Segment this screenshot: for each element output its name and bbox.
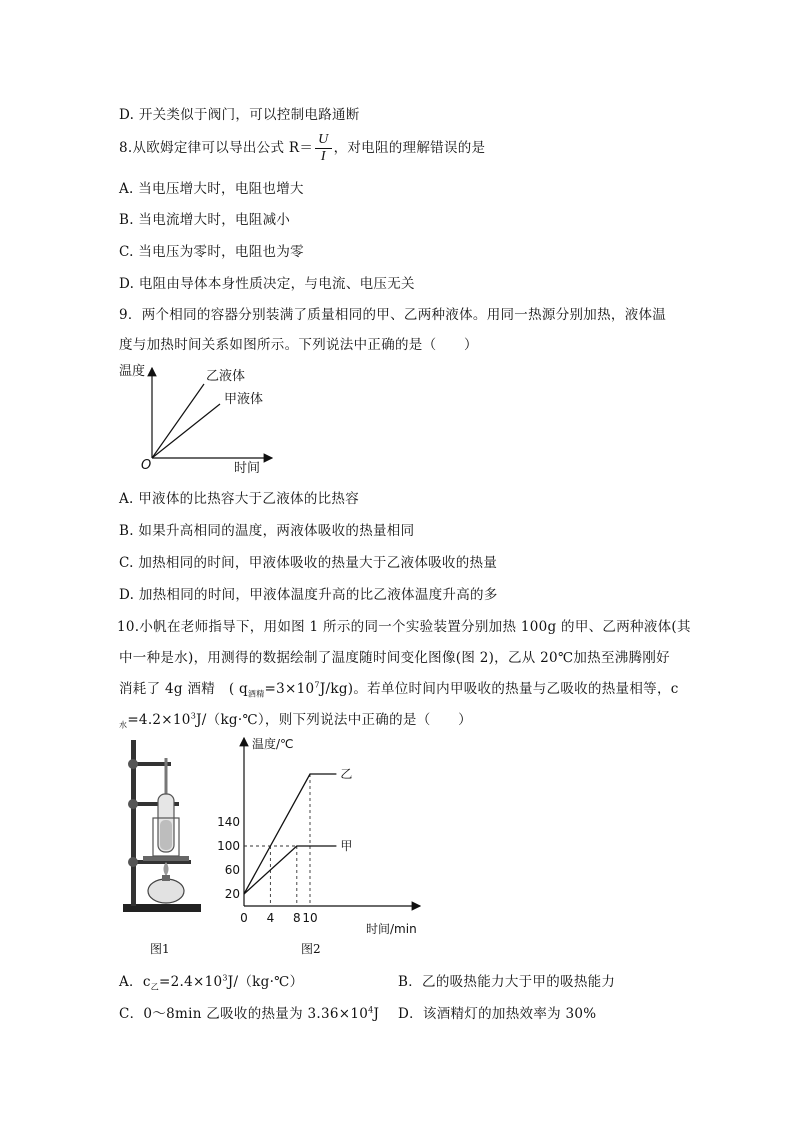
q10-option-a-pre: A．c bbox=[119, 974, 151, 990]
chart-y-tick-label: 140 bbox=[217, 815, 240, 829]
q10-option-c-pre: C．0～8min 乙吸收的热量为 3.36×10 bbox=[119, 1006, 369, 1022]
q10-fig1-caption: 图1 bbox=[150, 942, 170, 956]
q9-option-d: D. 加热相同的时间，甲液体温度升高的比乙液体温度升高的多 bbox=[119, 587, 498, 603]
q7-option-d: D. 开关类似于阀门，可以控制电路通断 bbox=[119, 107, 360, 123]
q9-stem-line1: 9．两个相同的容器分别装满了质量相同的甲、乙两种液体。用同一热源分别加热，液体温 bbox=[119, 307, 667, 323]
clamp-top-knob bbox=[128, 759, 138, 769]
q9-stem-line2: 度与加热时间关系如图所示。下列说法中正确的是（ ） bbox=[119, 337, 478, 353]
chart-x-tick-label: 4 bbox=[266, 911, 275, 925]
q10-water-subscript: 水 bbox=[119, 720, 128, 730]
wire-gauze bbox=[143, 856, 189, 861]
q8-option-b: B. 当电流增大时，电阻减小 bbox=[119, 212, 291, 228]
chart-series-line-0 bbox=[244, 774, 336, 894]
q9-origin-label: O bbox=[141, 458, 152, 473]
q10-stem-line2: 中一种是水)，用测得的数据绘制了温度随时间变化图像(图 2)，乙从 20℃加热至沸腾刚好 bbox=[119, 650, 670, 666]
q9-graph bbox=[112, 360, 292, 475]
q9-option-c: C. 加热相同的时间，甲液体吸收的热量大于乙液体吸收的热量 bbox=[119, 555, 498, 571]
q9-line-jia-label: 甲液体 bbox=[224, 392, 264, 407]
q10-option-b: B．乙的吸热能力大于甲的吸热能力 bbox=[398, 974, 616, 990]
q8-stem-pre: 8.从欧姆定律可以导出公式 R＝ bbox=[119, 140, 314, 156]
q8-formula-fraction bbox=[315, 133, 331, 164]
q10-stem-line1: 10.小帆在老师指导下，用如图 1 所示的同一个实验装置分别加热 100g 的甲、乙两种液体(其 bbox=[117, 619, 691, 635]
q8-stem bbox=[119, 133, 485, 164]
q10-option-d: D．该酒精灯的加热效率为 30% bbox=[398, 1006, 597, 1022]
q10-fig2-caption: 图2 bbox=[301, 942, 321, 956]
q9-x-axis-label: 时间 bbox=[234, 461, 261, 476]
q10-option-a-sub: 乙 bbox=[150, 982, 160, 992]
q9-line-yi-label: 乙液体 bbox=[206, 369, 246, 384]
q10-option-a-sup: 3 bbox=[222, 973, 228, 983]
q10-water-exponent: 3 bbox=[190, 711, 197, 721]
q10-fig2-chart bbox=[217, 734, 432, 936]
q9-y-axis-label: 温度 bbox=[119, 364, 146, 379]
q10-stem-line3-pre: 消耗了 4g 酒精 ( q bbox=[119, 681, 248, 697]
q10-option-c bbox=[119, 1002, 379, 1022]
q10-fuel-exponent: 7 bbox=[314, 680, 320, 690]
q9-option-a: A. 甲液体的比热容大于乙液体的比热容 bbox=[119, 491, 360, 507]
q10-option-a-post: J/（kg·℃） bbox=[227, 974, 304, 990]
chart-y-tick-label: 100 bbox=[217, 839, 240, 853]
q8-option-d: D. 电阻由导体本身性质决定，与电流、电压无关 bbox=[119, 276, 415, 292]
q10-fig1-apparatus bbox=[115, 736, 210, 916]
q10-stem-line3 bbox=[119, 677, 679, 700]
clamp-mid-knob bbox=[128, 799, 138, 809]
q10-option-c-sup: 4 bbox=[368, 1005, 374, 1015]
chart-x-label: 时间/min bbox=[366, 922, 417, 936]
q10-option-c-post: J bbox=[373, 1006, 380, 1022]
q10-option-a bbox=[119, 970, 303, 993]
q8-fraction-denominator: I bbox=[320, 149, 326, 164]
chart-y-tick-label: 60 bbox=[224, 863, 240, 877]
q9-option-b: B. 如果升高相同的温度，两液体吸收的热量相同 bbox=[119, 523, 415, 539]
flame bbox=[164, 862, 169, 876]
q10-fuel-subscript: 酒精 bbox=[247, 689, 265, 699]
q8-option-c: C. 当电压为零时，电阻也为零 bbox=[119, 244, 304, 260]
chart-series-label-0: 乙 bbox=[340, 767, 353, 781]
q10-stem-line3-mid: =3×10 bbox=[264, 681, 315, 697]
chart-x-tick-label: 8 bbox=[292, 911, 301, 925]
chart-x-tick-label: 10 bbox=[302, 911, 318, 925]
chart-series-label-1: 甲 bbox=[340, 839, 353, 853]
lamp-neck bbox=[162, 875, 170, 881]
q8-stem-post: ，对电阻的理解错误的是 bbox=[333, 140, 486, 156]
chart-y-label: 温度/℃ bbox=[252, 737, 294, 751]
alcohol-lamp bbox=[148, 879, 184, 903]
chart-y-tick-label: 20 bbox=[224, 887, 240, 901]
q10-stem-line4 bbox=[119, 708, 472, 731]
ring-knob bbox=[128, 857, 138, 867]
q10-stem-line4-pre: =4.2×10 bbox=[127, 712, 191, 728]
test-tube-liquid bbox=[160, 820, 172, 850]
q10-stem-line4-post: J/（kg·℃），则下列说法中正确的是（ ） bbox=[196, 712, 472, 728]
q8-fraction-numerator: U bbox=[315, 133, 331, 149]
q8-option-a: A. 当电压增大时，电阻也增大 bbox=[119, 181, 304, 197]
q9-line-yi bbox=[152, 384, 204, 458]
q10-option-a-mid: =2.4×10 bbox=[159, 974, 223, 990]
q10-stem-line3-post: J/kg)。若单位时间内甲吸收的热量与乙吸收的热量相等，c bbox=[319, 681, 679, 697]
q9-line-jia bbox=[152, 404, 220, 458]
chart-x-tick-label: 0 bbox=[240, 911, 248, 925]
